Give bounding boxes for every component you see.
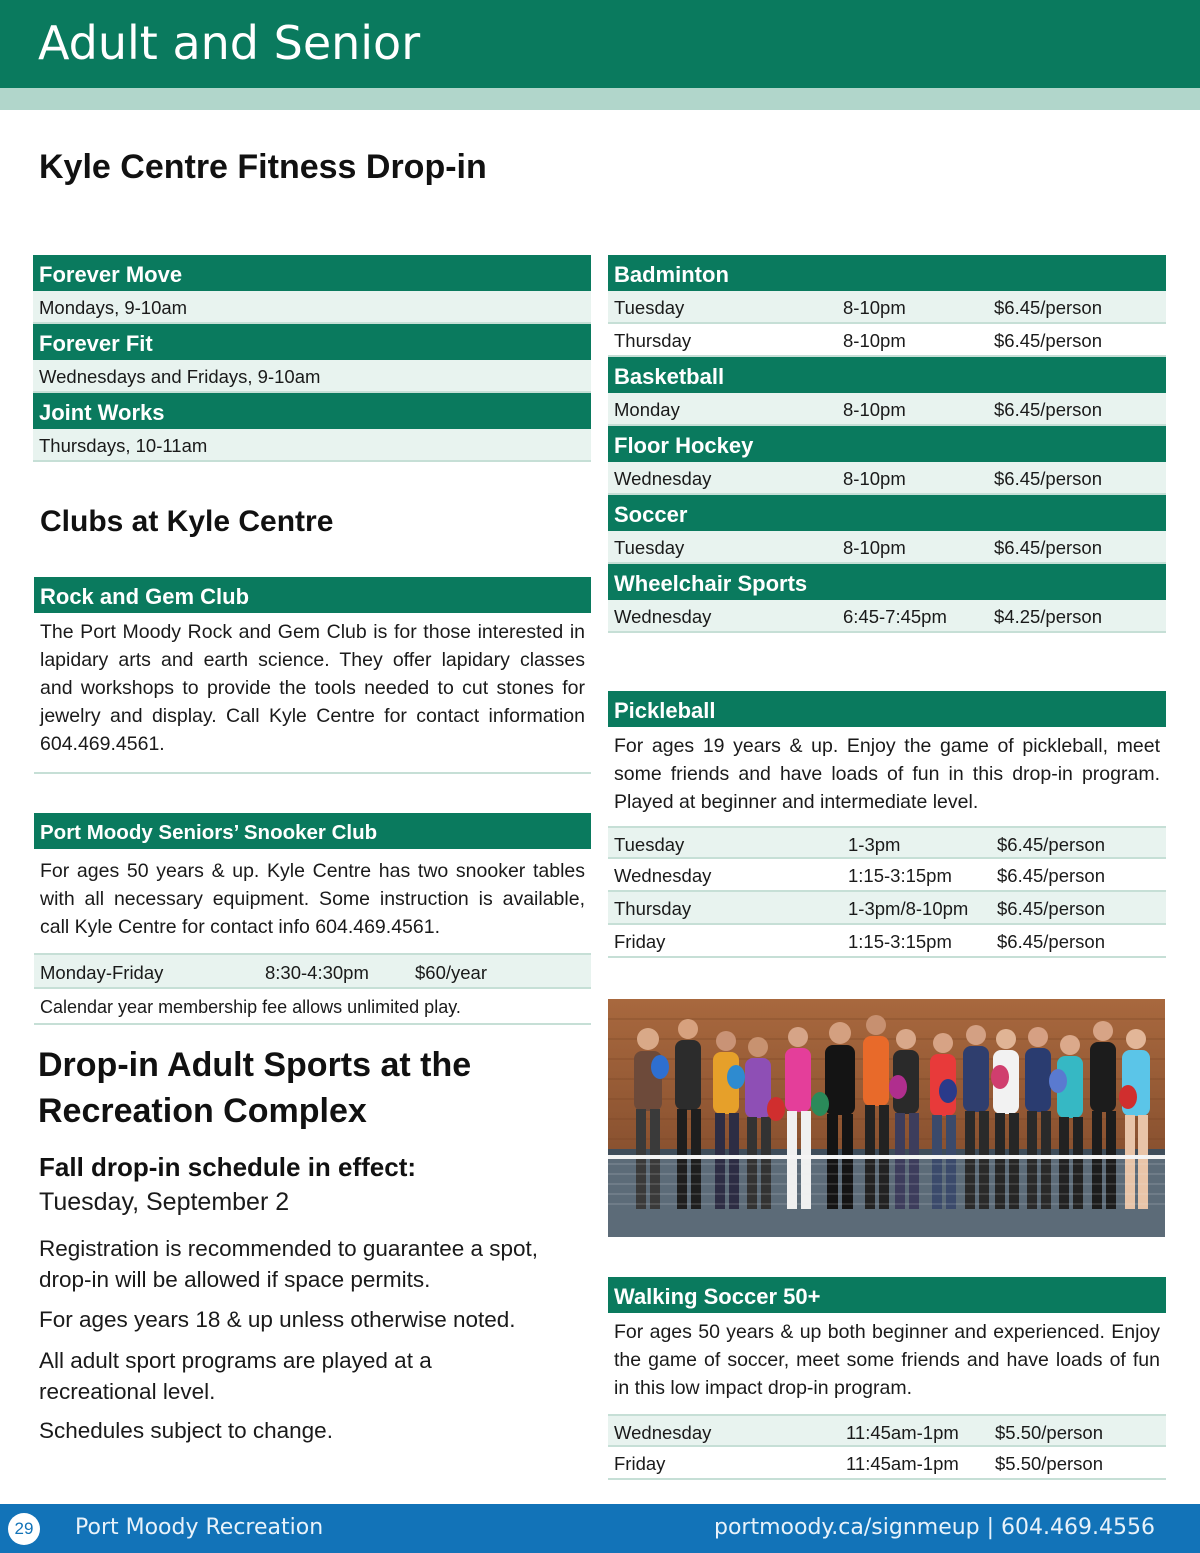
fee-cell: $6.45/person bbox=[994, 297, 1103, 318]
footer-contact-link[interactable]: portmoody.ca/signmeup | 604.469.4556 bbox=[714, 1515, 1155, 1540]
time-cell: 8-10pm bbox=[843, 297, 906, 318]
pickleball-section bbox=[608, 691, 1166, 958]
walking-soccer-description: For ages 50 years & up both beginner and experienced. Enjoy the game of soccer, meet some friends and have loads of fun in this low impact drop-in program. bbox=[614, 1321, 1160, 1399]
fee-cell: $6.45/person bbox=[994, 468, 1103, 489]
pickleball-group-photo bbox=[608, 999, 1165, 1237]
day-cell: Wednesday bbox=[614, 865, 712, 886]
schedule-row bbox=[608, 892, 1166, 925]
page-number: 29 bbox=[8, 1513, 40, 1545]
page-footer bbox=[0, 1504, 1200, 1553]
schedule-row bbox=[608, 324, 1166, 357]
header-accent-strip bbox=[0, 88, 1200, 110]
fee-cell: $6.45/person bbox=[994, 330, 1103, 351]
divider bbox=[34, 772, 591, 774]
time-cell: 1:15-3:15pm bbox=[848, 931, 952, 952]
fee-cell: $6.45/person bbox=[994, 537, 1103, 558]
sport-header-badminton: Badminton bbox=[608, 255, 1166, 291]
sport-header-wheelchair: Wheelchair Sports bbox=[608, 564, 1166, 600]
sport-header-soccer: Soccer bbox=[608, 495, 1166, 531]
time-cell: 8-10pm bbox=[843, 330, 906, 351]
schedule-row bbox=[608, 600, 1166, 633]
program-header-forever-move: Forever Move bbox=[33, 255, 591, 291]
fee-cell: $4.25/person bbox=[994, 606, 1103, 627]
program-schedule: Wednesdays and Fridays, 9-10am bbox=[33, 360, 591, 393]
clubs-section-title: Clubs at Kyle Centre bbox=[40, 505, 334, 538]
fitness-program-list bbox=[33, 255, 591, 462]
sport-header-floor-hockey: Floor Hockey bbox=[608, 426, 1166, 462]
dropin-title-line2: Recreation Complex bbox=[38, 1092, 367, 1130]
fee-cell: $5.50/person bbox=[995, 1453, 1104, 1474]
fee-cell: $6.45/person bbox=[997, 865, 1106, 886]
time-cell: 8-10pm bbox=[843, 537, 906, 558]
schedule-row bbox=[608, 531, 1166, 564]
schedule-row bbox=[608, 393, 1166, 426]
fee-cell: $6.45/person bbox=[994, 399, 1103, 420]
schedule-row bbox=[608, 826, 1166, 859]
time-cell: 1:15-3:15pm bbox=[848, 865, 952, 886]
snooker-club bbox=[34, 813, 591, 1025]
walking-soccer-section bbox=[608, 1277, 1166, 1480]
sport-header-basketball: Basketball bbox=[608, 357, 1166, 393]
snooker-header: Port Moody Seniors’ Snooker Club bbox=[34, 813, 591, 849]
time-cell: 6:45-7:45pm bbox=[843, 606, 947, 627]
time-cell: 8-10pm bbox=[843, 399, 906, 420]
schedule-row bbox=[608, 291, 1166, 324]
snooker-days: Monday-Friday bbox=[40, 962, 164, 983]
dropin-note: For ages years 18 & up unless otherwise noted. bbox=[39, 1307, 516, 1332]
fee-cell: $5.50/person bbox=[995, 1422, 1104, 1443]
pickleball-header: Pickleball bbox=[608, 691, 1166, 727]
photo-illustration bbox=[608, 999, 1165, 1237]
dropin-title-line1: Drop-in Adult Sports at the bbox=[38, 1046, 472, 1084]
day-cell: Thursday bbox=[614, 330, 692, 351]
rock-gem-club bbox=[34, 577, 591, 774]
day-cell: Thursday bbox=[614, 898, 692, 919]
day-cell: Wednesday bbox=[614, 468, 712, 489]
schedule-row bbox=[608, 462, 1166, 495]
sports-schedule-table bbox=[608, 255, 1166, 633]
fitness-section-title: Kyle Centre Fitness Drop-in bbox=[39, 148, 487, 186]
day-cell: Tuesday bbox=[614, 297, 685, 318]
dropin-note: All adult sport programs are played at a recreational level. bbox=[39, 1348, 432, 1404]
snooker-fee: $60/year bbox=[415, 962, 487, 983]
fee-cell: $6.45/person bbox=[997, 834, 1106, 855]
schedule-row bbox=[608, 859, 1166, 892]
snooker-schedule-row bbox=[34, 953, 591, 989]
day-cell: Friday bbox=[614, 1453, 666, 1474]
program-header-forever-fit: Forever Fit bbox=[33, 324, 591, 360]
fee-cell: $6.45/person bbox=[997, 931, 1106, 952]
dropin-section-title bbox=[38, 1042, 471, 1134]
walking-soccer-header: Walking Soccer 50+ bbox=[608, 1277, 1166, 1313]
snooker-note: Calendar year membership fee allows unlimited play. bbox=[34, 989, 591, 1025]
program-header-joint-works: Joint Works bbox=[33, 393, 591, 429]
schedule-heading: Fall drop-in schedule in effect: bbox=[39, 1152, 417, 1182]
day-cell: Tuesday bbox=[614, 537, 685, 558]
day-cell: Monday bbox=[614, 399, 680, 420]
schedule-row bbox=[608, 1447, 1166, 1480]
day-cell: Wednesday bbox=[614, 606, 712, 627]
day-cell: Wednesday bbox=[614, 1422, 712, 1443]
snooker-description: For ages 50 years & up. Kyle Centre has two snooker tables with all necessary equipment. Some instruction is available, call Kyle Centre for contact info 604.469.4561. bbox=[40, 860, 585, 938]
footer-org-name: Port Moody Recreation bbox=[75, 1515, 324, 1540]
pickleball-description: For ages 19 years & up. Enjoy the game of pickleball, meet some friends and have loads of fun in this drop-in program. Played at beginner and intermediate level. bbox=[614, 735, 1160, 813]
day-cell: Friday bbox=[614, 931, 666, 952]
schedule-row bbox=[608, 925, 1166, 958]
dropin-note: Registration is recommended to guarantee a spot, drop-in will be allowed if space permits. bbox=[39, 1236, 539, 1292]
page-header-bar bbox=[0, 0, 1200, 88]
day-cell: Tuesday bbox=[614, 834, 685, 855]
time-cell: 11:45am-1pm bbox=[846, 1453, 959, 1474]
snooker-time: 8:30-4:30pm bbox=[265, 962, 369, 983]
rock-gem-description: The Port Moody Rock and Gem Club is for those interested in lapidary arts and earth science. They offer lapidary classes and workshops to provide the tools needed to cut stones for jewelry and display. Call Kyle Centre for contact information 604.469.4561. bbox=[40, 621, 585, 755]
schedule-row bbox=[608, 1414, 1166, 1447]
program-schedule: Thursdays, 10-11am bbox=[33, 429, 591, 462]
time-cell: 11:45am-1pm bbox=[846, 1422, 959, 1443]
schedule-date: Tuesday, September 2 bbox=[39, 1188, 290, 1216]
program-schedule: Mondays, 9-10am bbox=[33, 291, 591, 324]
rock-gem-header: Rock and Gem Club bbox=[34, 577, 591, 613]
page-title: Adult and Senior bbox=[38, 16, 421, 70]
time-cell: 1-3pm/8-10pm bbox=[848, 898, 969, 919]
time-cell: 1-3pm bbox=[848, 834, 901, 855]
dropin-note: Schedules subject to change. bbox=[39, 1418, 333, 1443]
fee-cell: $6.45/person bbox=[997, 898, 1106, 919]
time-cell: 8-10pm bbox=[843, 468, 906, 489]
